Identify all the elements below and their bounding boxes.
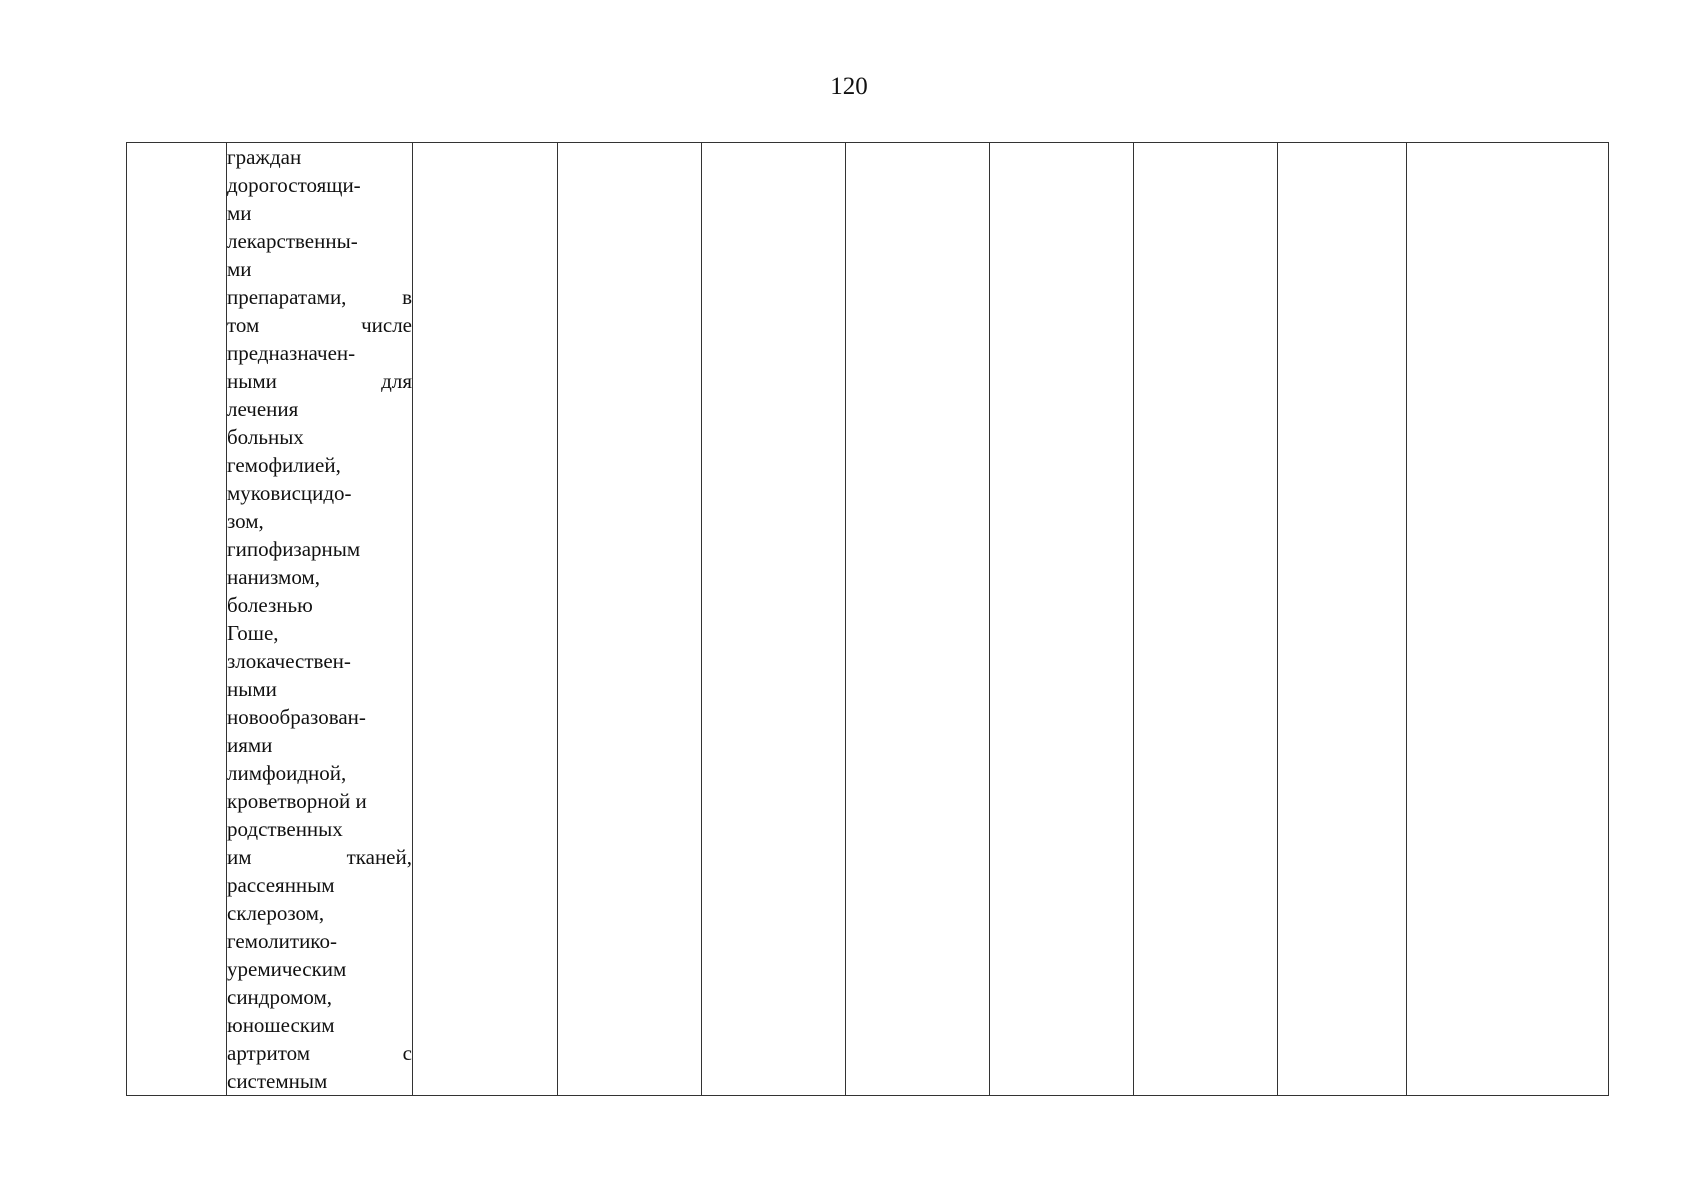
text-line [227, 507, 412, 535]
cell-text [227, 143, 412, 1095]
table-cell-description [227, 143, 413, 1096]
text-line [227, 143, 412, 171]
text-line [227, 227, 412, 255]
text-word: числе [361, 313, 412, 337]
text-word: кроветворной и [227, 789, 367, 813]
text-word: новообразован- [227, 705, 366, 729]
text-word: гемофилией, [227, 453, 341, 477]
text-line [227, 535, 412, 563]
table-row [127, 143, 1609, 1096]
text-line [227, 731, 412, 759]
table-cell-3 [413, 143, 558, 1096]
text-word: дорогостоящи- [227, 173, 361, 197]
text-word: гипофизарным [227, 537, 361, 561]
text-line [227, 899, 412, 927]
text-word: ными [227, 677, 277, 701]
text-line [227, 815, 412, 843]
text-line [227, 199, 412, 227]
text-word: предназначен- [227, 341, 356, 365]
text-word: системным [227, 1069, 328, 1093]
text-line [227, 843, 412, 871]
text-line [227, 871, 412, 899]
text-word: лекарственны- [227, 229, 358, 253]
text-line [227, 1039, 412, 1067]
text-line [227, 1067, 412, 1095]
text-line [227, 423, 412, 451]
text-word: Гоше, [227, 621, 279, 645]
text-word: юношеским [227, 1013, 335, 1037]
text-line [227, 759, 412, 787]
text-word: препаратами, [227, 285, 347, 309]
text-word: зом, [227, 509, 264, 533]
text-word: болезнью [227, 593, 313, 617]
text-word: с [402, 1041, 412, 1065]
text-word: склерозом, [227, 901, 325, 925]
text-line [227, 1011, 412, 1039]
text-line [227, 171, 412, 199]
table-cell-7 [990, 143, 1134, 1096]
table-cell-8 [1134, 143, 1278, 1096]
text-line [227, 479, 412, 507]
text-line [227, 311, 412, 339]
text-word: для [381, 369, 412, 393]
table-cell-10 [1407, 143, 1609, 1096]
table-cell-6 [846, 143, 990, 1096]
document-table [126, 142, 1609, 1096]
table-cell-9 [1278, 143, 1407, 1096]
text-word: больных [227, 425, 304, 449]
text-line [227, 787, 412, 815]
text-line [227, 451, 412, 479]
text-line [227, 395, 412, 423]
text-word: в [402, 285, 412, 309]
text-line [227, 927, 412, 955]
text-line [227, 703, 412, 731]
text-line [227, 367, 412, 395]
text-line [227, 983, 412, 1011]
text-word: синдромом, [227, 985, 333, 1009]
text-word: гемолитико- [227, 929, 337, 953]
text-word: тканей, [346, 845, 412, 869]
text-word: иями [227, 733, 273, 757]
text-word: лимфоидной, [227, 761, 347, 785]
text-word: родственных [227, 817, 343, 841]
text-line [227, 283, 412, 311]
text-word: рассеянным [227, 873, 335, 897]
table-cell-4 [558, 143, 702, 1096]
text-line [227, 619, 412, 647]
text-line [227, 647, 412, 675]
text-word: злокачествен- [227, 649, 351, 673]
table-cell-1 [127, 143, 227, 1096]
text-line [227, 591, 412, 619]
text-line [227, 675, 412, 703]
text-word: ми [227, 201, 252, 225]
text-word: артритом [227, 1041, 311, 1065]
text-word: уремическим [227, 957, 347, 981]
text-word: том [227, 313, 260, 337]
text-word: им [227, 845, 252, 869]
text-word: ми [227, 257, 252, 281]
text-line [227, 563, 412, 591]
text-word: нанизмом, [227, 565, 320, 589]
text-word: граждан [227, 145, 302, 169]
text-word: муковисцидо- [227, 481, 352, 505]
text-word: ными [227, 369, 277, 393]
text-word: лечения [227, 397, 299, 421]
text-line [227, 955, 412, 983]
text-line [227, 339, 412, 367]
page-number: 120 [830, 73, 868, 100]
table-cell-5 [702, 143, 846, 1096]
text-line [227, 255, 412, 283]
